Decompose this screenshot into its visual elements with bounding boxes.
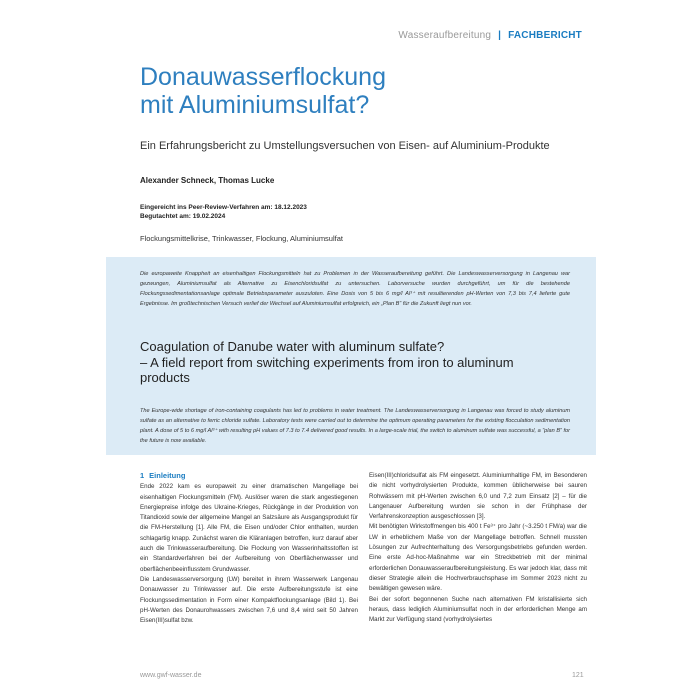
peer-review-info bbox=[140, 203, 307, 221]
body-column-right bbox=[369, 471, 587, 625]
keywords: Flockungsmittelkrise, Trinkwasser, Flockung, Aluminiumsulfat bbox=[140, 234, 343, 243]
title-line-2: mit Aluminiumsulfat? bbox=[140, 91, 370, 119]
authors: Alexander Schneck, Thomas Lucke bbox=[140, 176, 275, 185]
page-number: 121 bbox=[572, 672, 584, 679]
abstract-english: The Europe-wide shortage of iron-containing coagulants has led to problems in water treatment. The Landeswasserversorgung in Langenau was forced to study aluminum sulfate as an alternative to ferric chloride sulfate. Laboratory tests were carried out to determine the optimum operating parameters for the existing flocculation sedimentation plant. A dose of 5 to 6 mg/l Al³⁺ with resulting pH values of 7.3 to 7.4 delivered good results. In a large-scale trial, the switch to aluminum sulfate was successful, a “plan B” for the future is now available. bbox=[140, 408, 570, 444]
english-title-line-2: – A field report from switching experiments from iron to aluminum bbox=[140, 354, 514, 370]
english-title bbox=[140, 339, 540, 386]
article-title bbox=[140, 63, 600, 119]
header-section: Wasseraufbereitung bbox=[398, 30, 492, 41]
body-paragraph: Die Landeswasserversorgung (LW) bereitet in ihrem Wasserwerk Langenau Donauwasser zu Trinkwasser auf. Die erste Aufbereitungsstufe ist eine Flockungssedimentation in Form einer Kompaktflockungsanlage (Bild 1). Bei pH-Werten des Donaurohwassers zwischen 7,6 und 8,4 wird seit 50 Jahren Eisen(III)sulfat bzw. bbox=[140, 575, 358, 625]
english-title-line-1: Coagulation of Danube water with aluminum sulfate? bbox=[140, 339, 445, 354]
article-subtitle: Ein Erfahrungsbericht zu Umstellungsversuchen von Eisen- auf Aluminium-Produkte bbox=[140, 140, 550, 152]
body-column-left bbox=[140, 471, 358, 626]
running-header bbox=[398, 30, 582, 41]
section-heading bbox=[140, 471, 358, 481]
abstract-german: Die europaweite Knappheit an eisenhaltigen Flockungsmitteln hat zu Problemen in der Wasseraufbereitung geführt. Die Landeswasserversorgung in Langenau war gezwungen, Aluminiumsulfat als Alternative zu Eisenchloridsulfat zu untersuchen. Laborversuche wurden durchgeführt, um für die bestehende Flockungssedimentationsanlage optimale Betriebsparameter auszuloten. Eine Dosis von 5 bis 6 mg/l Al³⁺ mit resultierenden pH-Werten von 7,3 bis 7,4 lieferte gute Ergebnisse. Im großtechnischen Versuch verlief der Wechsel auf Aluminiumsulfat erfolgreich, ein „Plan B“ für die Zukunft liegt nun vor. bbox=[140, 271, 570, 307]
header-tag: FACHBERICHT bbox=[508, 30, 582, 41]
footer-url[interactable]: www.gwf-wasser.de bbox=[140, 672, 202, 679]
body-paragraph: Bei der sofort begonnenen Suche nach alternativen FM kristallisierte sich heraus, dass lediglich Aluminiumsulfat noch in der erforderlichen Menge am Markt zur Verfügung stand (vorhydrolysiertes bbox=[369, 595, 587, 624]
body-paragraph: Ende 2022 kam es europaweit zu einer dramatischen Mangellage bei eisenhaltigen Flockungsmitteln (FM). Auslöser waren die stark angestiegenen Energiepreise infolge des Ukraine-Krieges, Rückgänge in der Produktion von Titandioxid sowie der allgemeine Mangel an Salzsäure als Ausgangsprodukt für die FM-Herstellung [1]. Alle FM, die Eisen und/oder Chlor enthalten, wurden schlagartig knapp. Zunächst waren die Kläranlagen betroffen, kurz darauf aber auch die Trinkwasseraufbereitung. Die Flockung von Wasserinhaltsstoffen ist ein Standardverfahren bei der Aufbereitung von Oberflächenwasser und oberflächenbeeinflusstem Grundwasser. bbox=[140, 483, 358, 573]
english-title-line-3: products bbox=[140, 370, 190, 385]
body-paragraph: Eisen(III)chloridsulfat als FM eingesetzt. Aluminiumhaltige FM, im Besonderen die nicht vorhydrolysierten Produkte, kommen üblicherweise bei sauren Rohwässern mit pH-Werten zwischen 6,0 und 7,2 zum Einsatz [2] – für die Langenauer Aufbereitung wurden sie schon in der Frühphase der Verfahrenskonzeption ausgeschlossen [3]. bbox=[369, 472, 587, 521]
title-line-1: Donauwasserflockung bbox=[140, 63, 386, 91]
reviewed-date: Begutachtet am: 19.02.2024 bbox=[140, 213, 226, 220]
body-paragraph: Mit benötigten Wirkstoffmengen bis 400 t Fe³⁺ pro Jahr (~3.250 t FM/a) war die LW in erheblichem Maße von der Mangellage betroffen. Schnell mussten Lösungen zur Aufrechterhaltung des Versorgungsbetriebs gefunden werden. Eine erste Ad-hoc-Maßnahme war ein Streckbetrieb mit der minimal erforderlichen Donauwasseraufbereitungsleistung. Es war jedoch klar, dass mit dieser Strategie allein die Hochverbrauchsphase im Sommer 2023 nicht zu bewältigen gewesen wäre. bbox=[369, 523, 587, 593]
submitted-date: Eingereicht ins Peer-Review-Verfahren am: 18.12.2023 bbox=[140, 204, 307, 211]
section-title: Einleitung bbox=[149, 471, 186, 480]
section-number: 1 bbox=[140, 471, 145, 480]
header-separator: | bbox=[498, 30, 502, 41]
